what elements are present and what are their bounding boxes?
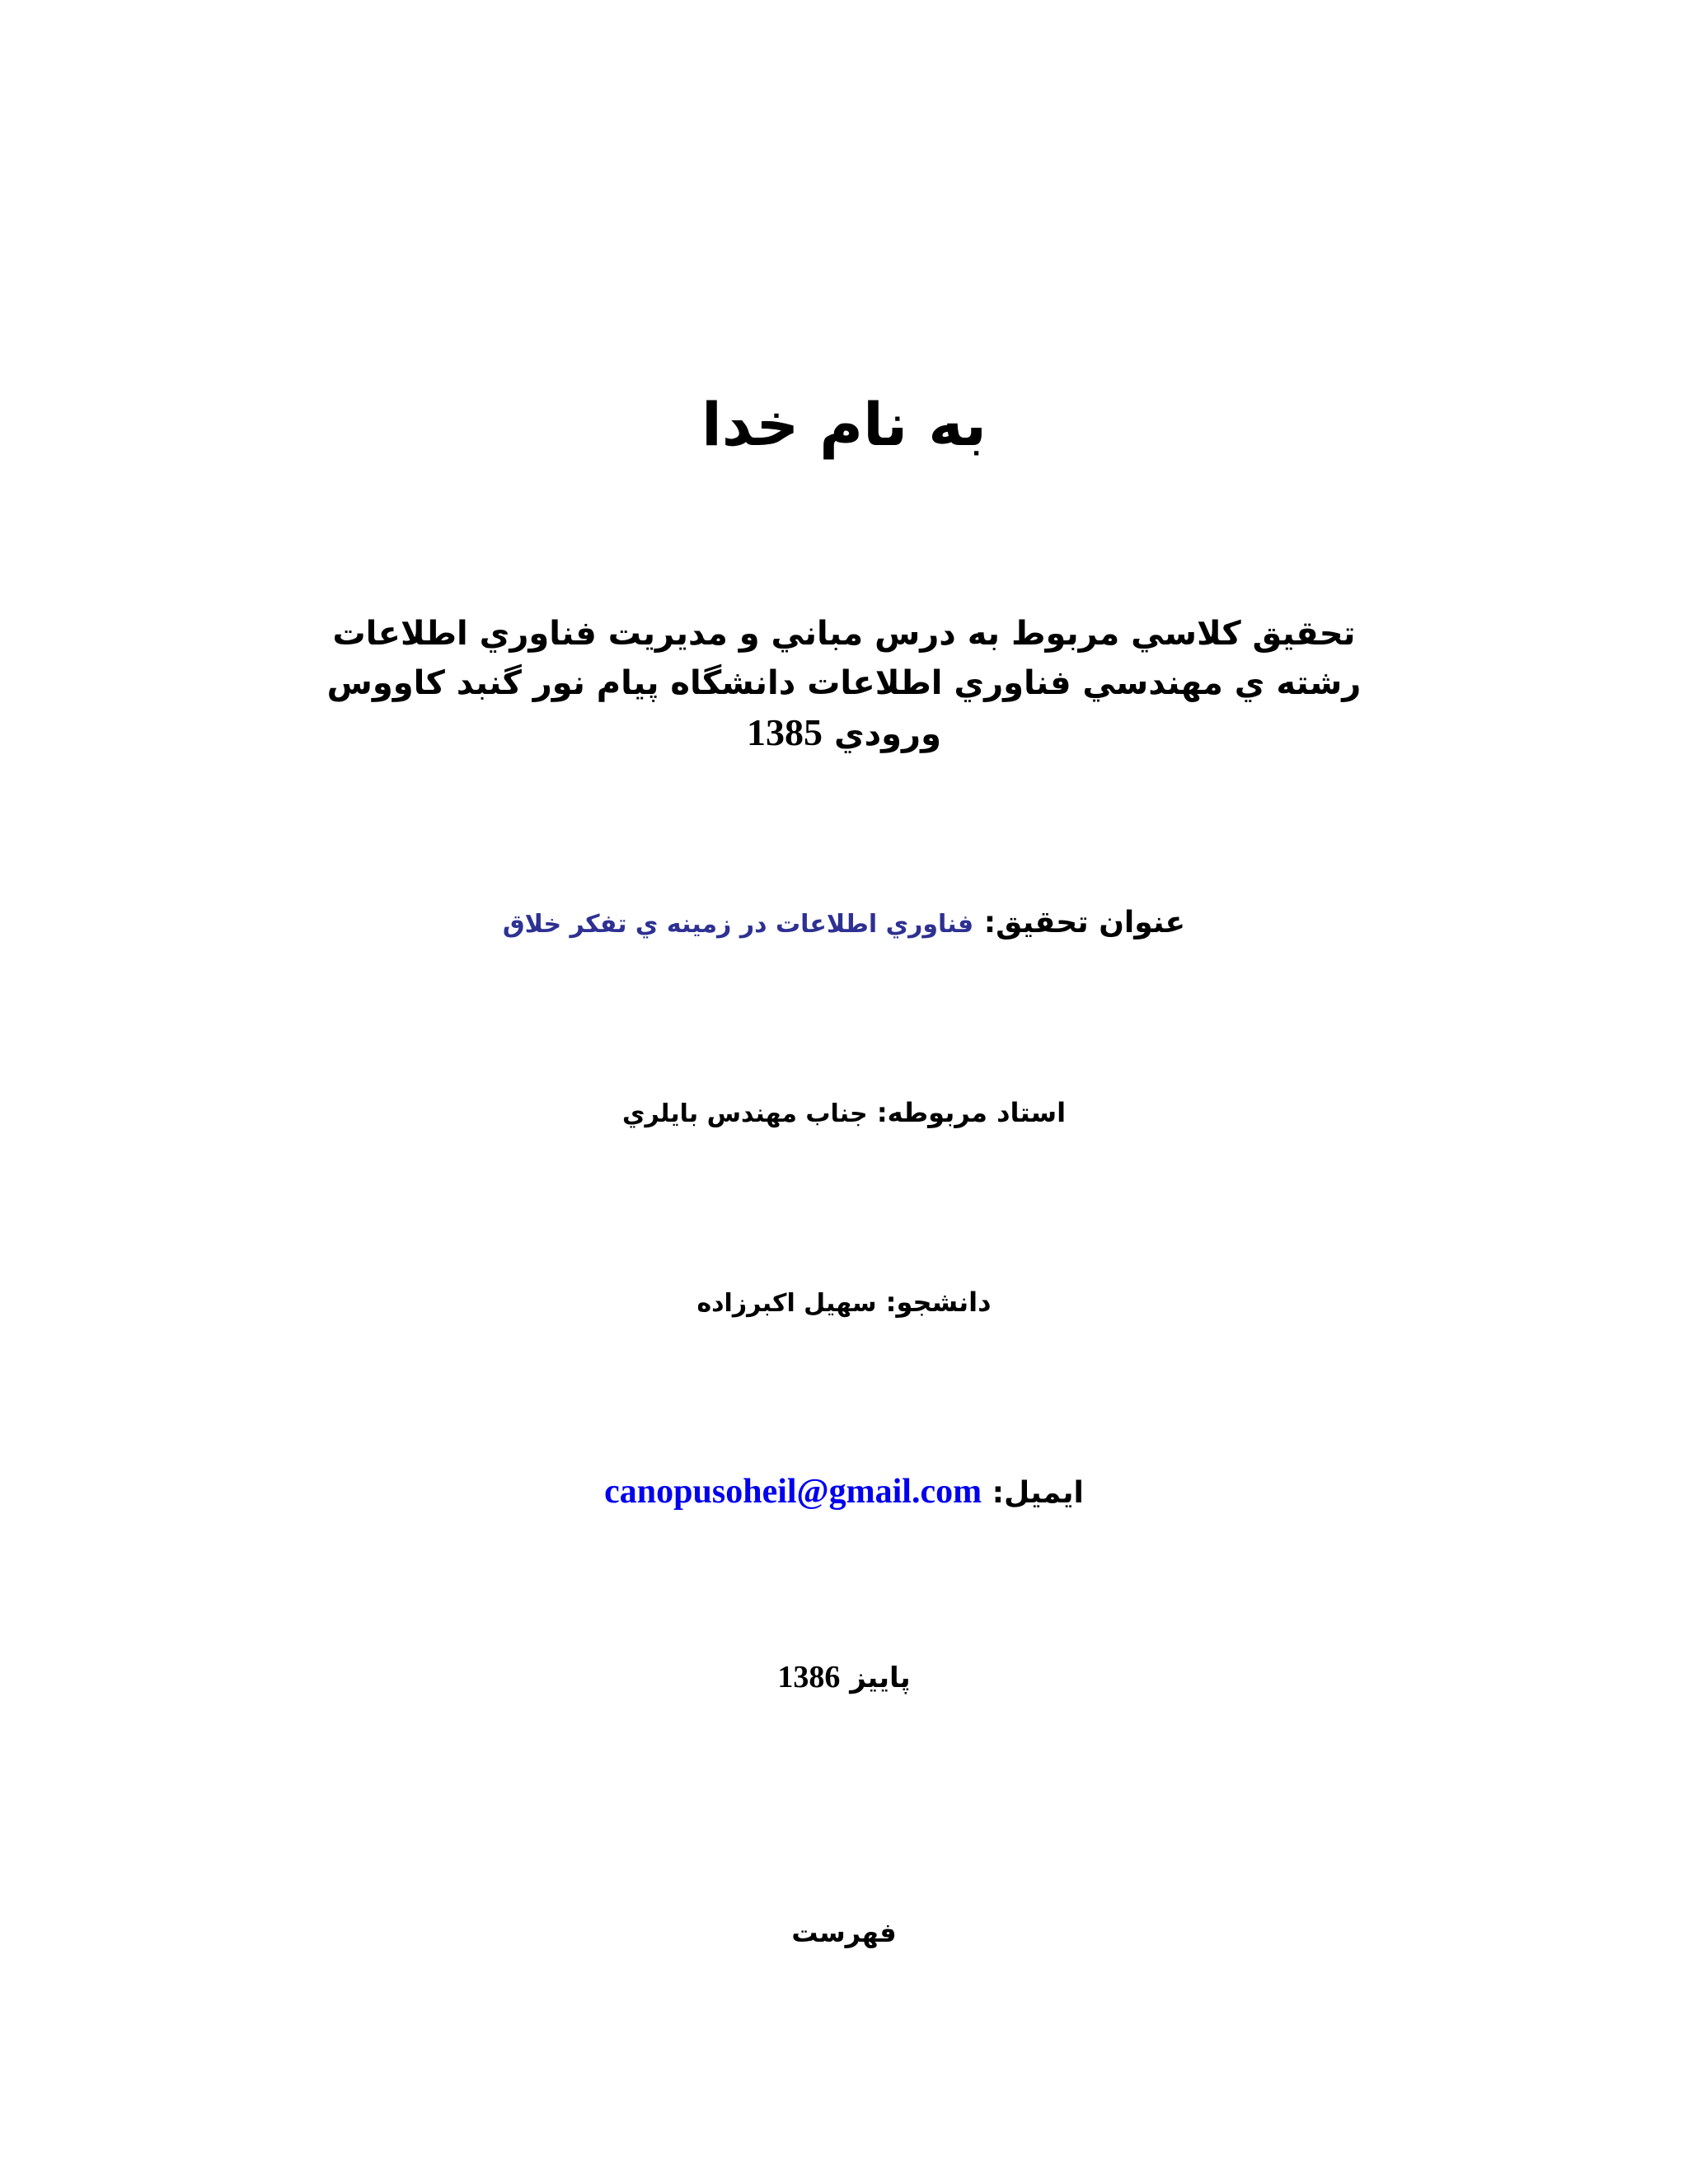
subtitle-line-2: رشته ي مهندسي فناوري اطلاعات دانشگاه پيام نور گنبد كاووس [326, 664, 1362, 702]
advisor [0, 1092, 1688, 1135]
student-label: دانشجو: [885, 1286, 992, 1318]
subtitle-line-1: تحقيق كلاسي مربوط به درس مباني و مديريت فناوري اطلاعات [332, 615, 1356, 653]
date-season: پاييز [850, 1661, 911, 1694]
toc-heading: فهرست [791, 1917, 897, 1948]
student-value: سهيل اكبرزاده [696, 1289, 877, 1318]
date-year: 1386 [777, 1660, 841, 1694]
research-topic-label: عنوان تحقيق: [983, 906, 1186, 940]
subtitle-entry-label: ورودي [833, 715, 941, 753]
student [0, 1282, 1688, 1324]
date [0, 1657, 1688, 1699]
email-label: ايميل: [992, 1476, 1084, 1510]
advisor-value: جناب مهندس بايلري [621, 1099, 868, 1128]
research-topic [0, 902, 1688, 945]
advisor-label: استاد مربوطه: [876, 1097, 1067, 1128]
research-topic-value: فناوري اطلاعات در زمينه ي تفكر خلاق [502, 910, 974, 939]
page-heading: به نام خدا [701, 390, 987, 459]
email [0, 1471, 1688, 1514]
email-link[interactable]: canopusoheil@gmail.com [604, 1473, 982, 1511]
subtitle-entry-year: 1385 [747, 711, 823, 753]
subtitle-line-3 [0, 709, 1688, 758]
